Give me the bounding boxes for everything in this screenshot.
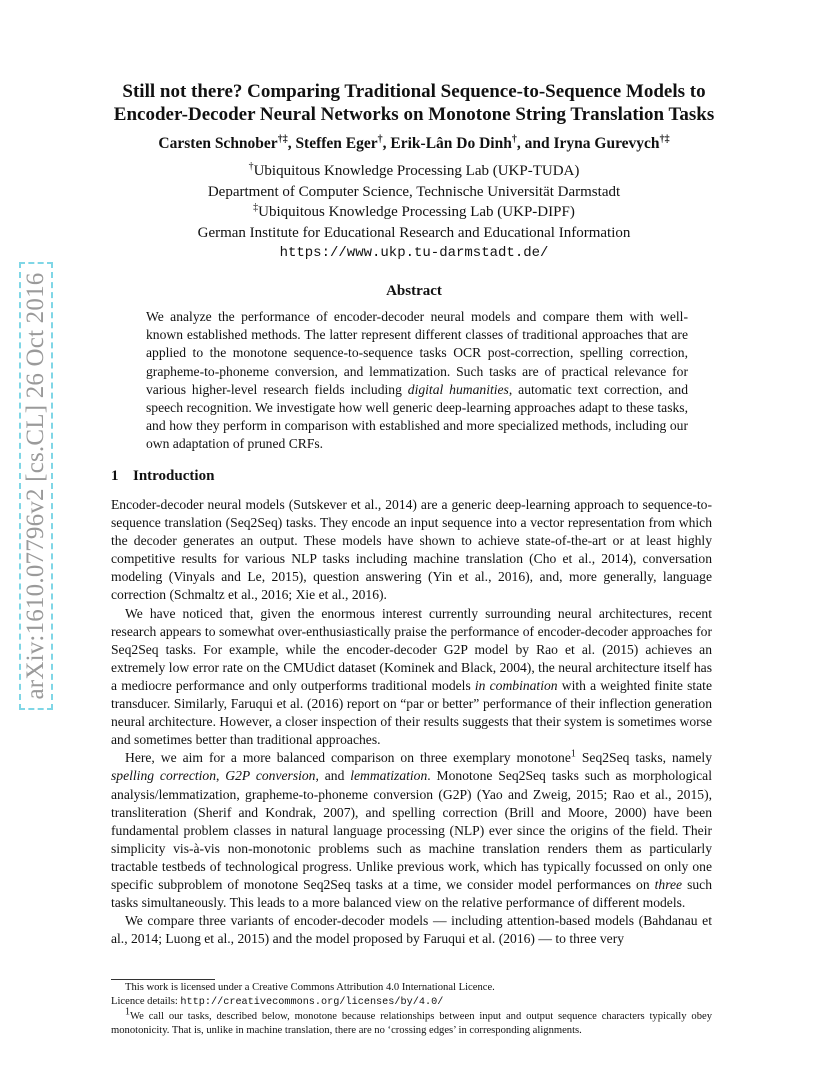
body-paragraph bbox=[111, 749, 712, 912]
affiliation-lab: Ubiquitous Knowledge Processing Lab (UKP-DIPF) bbox=[258, 204, 575, 220]
emphasis-text: in combination bbox=[474, 677, 558, 693]
text-run: Seq2Seq tasks, namely bbox=[575, 750, 712, 766]
arxiv-stamp-text: arXiv:1610.07796v2 [cs.CL] 26 Oct 2016 bbox=[22, 272, 49, 700]
affiliation-department: Department of Computer Science, Technische Universität Darmstadt bbox=[207, 183, 621, 200]
author-separator: , bbox=[287, 135, 296, 152]
footnote-1 bbox=[111, 1006, 712, 1038]
text-run: , and bbox=[315, 768, 351, 784]
section-body bbox=[111, 496, 712, 948]
license-note: This work is licensed under a Creative Commons Attribution 4.0 International Licence. bbox=[125, 982, 495, 993]
title-line-2: Encoder-Decoder Neural Networks on Monotone String Translation Tasks bbox=[113, 104, 715, 125]
author-name: Erik-Lân Do Dinh bbox=[390, 135, 512, 152]
body-paragraph bbox=[111, 496, 712, 605]
text-run: Here, we aim for a more balanced comparison on three exemplary monotone bbox=[125, 750, 571, 766]
section-title: Introduction bbox=[133, 468, 215, 484]
affiliation-institute: German Institute for Educational Research and Educational Information bbox=[197, 224, 631, 241]
emphasis-text: G2P conversion bbox=[225, 768, 316, 784]
affiliations bbox=[60, 161, 768, 264]
author-affiliation-mark: † bbox=[511, 133, 517, 145]
abstract-text bbox=[146, 308, 688, 454]
emphasis-text: digital humanities bbox=[407, 381, 509, 397]
licence-label: Licence details: bbox=[111, 996, 181, 1007]
affiliation-1 bbox=[60, 161, 768, 182]
title-line-1: Still not there? Comparing Traditional Sequence-to-Sequence Models to bbox=[122, 81, 706, 102]
author-affiliation-mark: †‡ bbox=[277, 133, 288, 145]
emphasis-text: lemmatization bbox=[350, 768, 428, 784]
footnote-text: We call our tasks, described below, monotone because relationships between input and output sequence characters typically obey monotonicity. That is, unlike in machine translation, there are no ‘crossing edges’ in corresponding alignments. bbox=[111, 1011, 712, 1036]
body-paragraph bbox=[111, 912, 712, 948]
section-heading bbox=[111, 468, 214, 485]
arxiv-stamp bbox=[19, 262, 53, 710]
affiliation-url[interactable]: https://www.ukp.tu-darmstadt.de/ bbox=[279, 245, 549, 261]
footnote-rule bbox=[111, 979, 215, 980]
author-affiliation-mark: †‡ bbox=[659, 133, 670, 145]
text-run: . Monotone Seq2Seq tasks such as morphological analysis/lemmatization, grapheme-to-phoneme conversion (G2P) (Yao and Zweig, 2015; Rao et al., 2015), transliteration (Sherif and Kondrak, 2007), and spelling correction (Brill and Moore, 2000) have been fundamental problem classes in natural language processing (NLP) ever since the origins of the field. Their simplicity vis-à-vis non-monotonic problems such as machine translation renders them as particularly tractable testbeds of technological progress. Unlike previous work, which has typically focussed on only one specific subproblem of monotone Seq2Seq tasks at a time, we consider model performances on bbox=[111, 768, 712, 892]
body-paragraph bbox=[111, 605, 712, 750]
paper-title bbox=[60, 80, 768, 126]
emphasis-text: spelling correction bbox=[111, 768, 217, 784]
footnotes bbox=[111, 981, 712, 1038]
licence-details bbox=[111, 995, 712, 1010]
author-name: Carsten Schnober bbox=[158, 135, 278, 152]
author-name: Steffen Eger bbox=[295, 135, 378, 152]
author-affiliation-mark: † bbox=[377, 133, 383, 145]
text-run: Encoder-decoder neural models (Sutskever et al., 2014) are a generic deep-learning approach to sequence-to-sequence translation (Seq2Seq) tasks. They encode an input sequence into a vector representation from which the decoder generates an output. These models have shown to achieve state-of-the-art or at least highly competitive results for various NLP tasks including machine translation (Cho et al., 2014), conversation modeling (Vinyals and Le, 2015), question answering (Yin et al., 2016), and, more generally, language correction (Schmaltz et al., 2016; Xie et al., 2016). bbox=[111, 497, 712, 603]
text-run: We analyze the performance of encoder-decoder neural models and compare them with well-known established methods. The latter represent different classes of traditional approaches that are applied to the monotone sequence-to-sequence tasks OCR post-correction, spelling correction, grapheme-to-phoneme conversion, and lemmatization. Such tasks are of practical relevance for various higher-level research fields including bbox=[146, 309, 688, 397]
text-run: such tasks simultaneously. This leads to a more balanced view on the relative performance of different models. bbox=[111, 876, 712, 911]
text-run: We compare three variants of encoder-decoder models — including attention-based models (Bahdanau et al., 2014; Luong et al., 2015) and the model proposed by Faruqui et al. (2016) — to three very bbox=[111, 913, 712, 947]
author-separator: , and bbox=[516, 135, 554, 152]
affiliation-mark: ‡ bbox=[253, 202, 259, 213]
licence-url[interactable]: http://creativecommons.org/licenses/by/4.0/ bbox=[180, 997, 444, 1008]
affiliation-mark: † bbox=[248, 161, 254, 172]
section-number: 1 bbox=[111, 468, 119, 484]
affiliation-lab: Ubiquitous Knowledge Processing Lab (UKP-TUDA) bbox=[253, 163, 580, 179]
author-list bbox=[60, 134, 768, 154]
affiliation-2 bbox=[60, 202, 768, 223]
author-separator: , bbox=[382, 135, 391, 152]
footnote-mark: 1 bbox=[125, 1006, 130, 1018]
text-run: , bbox=[216, 768, 226, 784]
abstract-heading: Abstract bbox=[386, 283, 442, 299]
author-name: Iryna Gurevych bbox=[553, 135, 660, 152]
text-run: , automatic text correction, and speech recognition. We investigate how well generic deep-learning approaches adapt to these tasks, and how they perform in comparison with established and more specialized methods, including our own adaptation of pruned CRFs. bbox=[146, 381, 688, 452]
emphasis-text: three bbox=[654, 876, 683, 892]
footnote-ref: 1 bbox=[570, 748, 576, 760]
text-run: We have noticed that, given the enormous interest currently surrounding neural architectures, recent research appears to somewhat over-enthusiastically praise the performance of encoder-decoder approaches for Seq2Seq tasks. For example, while the encoder-decoder G2P model by Rao et al. (2015) achieves an extremely low error rate on the CMUdict dataset (Kominek and Black, 2004), the neural architecture itself has a mediocre performance and only outperforms traditional models bbox=[111, 605, 712, 693]
text-run: with a weighted finite state transducer. Similarly, Faruqui et al. (2016) report on “par or better” performance of their inflection generation neural architecture. However, a closer inspection of their results suggests that their system is sometimes worse and sometimes better than traditional approaches. bbox=[111, 677, 712, 748]
